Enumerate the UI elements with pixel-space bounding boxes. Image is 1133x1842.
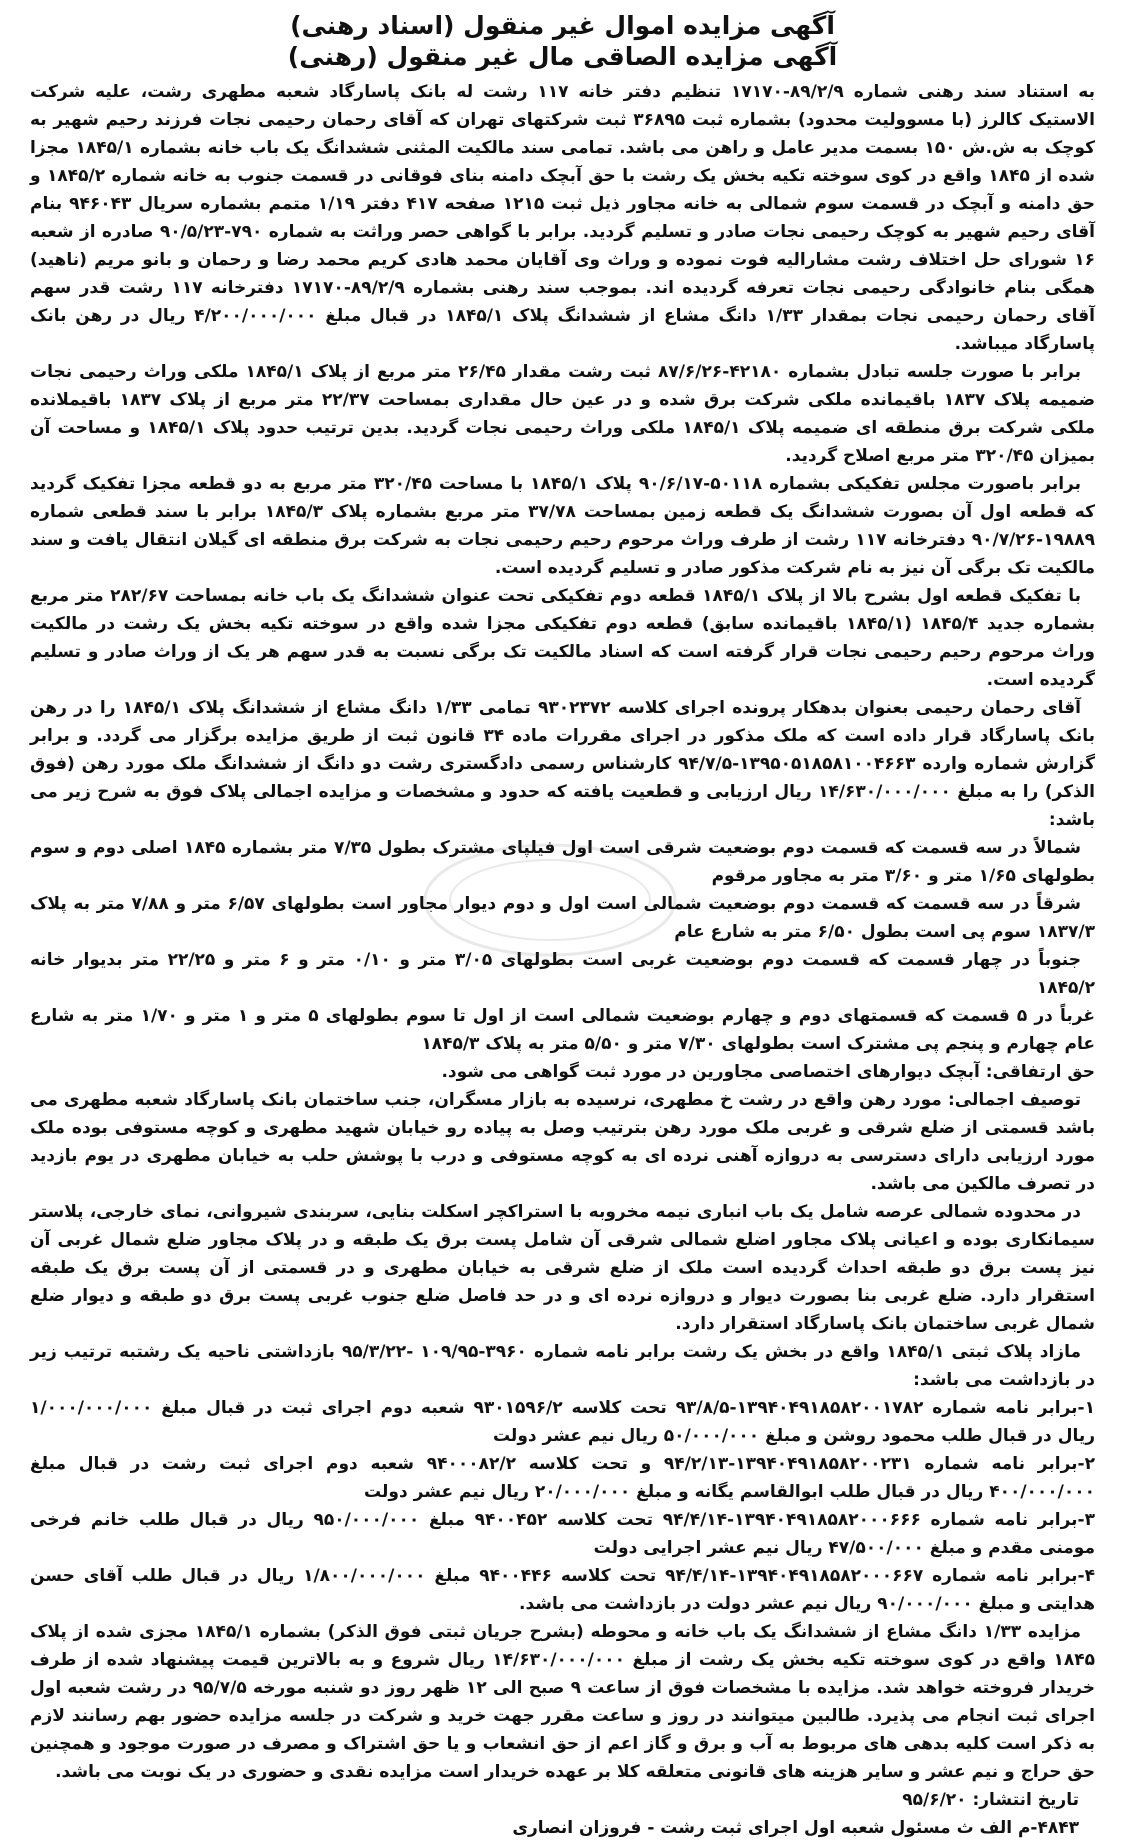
list-item-seizure-2: ۲-برابر نامه شماره ۱۳۹۴۰۴۹۱۸۵۸۲۰۰۲۳۱-۹۴/۲/۱۳ و تحت کلاسه ۹۴۰۰۰۸۲/۲ شعبه دوم اجرای ثبت رشت در قبال مبلغ ۴۰۰/۰۰۰/۰۰۰ ریال در قبال طلب ابوالقاسم یگانه و مبلغ ۲۰/۰۰۰/۰۰۰ ریال نیم عشر دولت — [30, 1454, 1095, 1502]
para-separation-minutes: برابر باصورت مجلس تفکیکی بشماره ۵۰۱۱۸-۹۰/۶/۱۷ پلاک ۱۸۴۵/۱ با مساحت ۳۲۰/۴۵ متر مربع به دو قطعه مجزا تفکیک گردید که قطعه اول آن بصورت ششدانگ یک قطعه زمین بمساحت ۳۷/۷۸ متر مربع بشماره پلاک ۱۸۴۵/۳ برابر با سند قطعی شماره ۱۹۸۸۹-۹۰/۷/۲۶ دفترخانه ۱۱۷ رشت از طرف وراث مرحوم رحیم رحیمی نجات به شرکت برق منطقه ای گیلان انتقال یافت و سند مالکیت تک برگی آن نیز به نام شرکت مذکور صادر و تسلیم گردیده است. — [30, 474, 1096, 578]
list-item-seizure-4: ۴-برابر نامه شماره ۱۳۹۴۰۴۹۱۸۵۸۲۰۰۰۶۶۷-۹۴/۴/۱۴ تحت کلاسه ۹۴۰۰۴۴۶ مبلغ ۱/۸۰۰/۰۰۰/۰۰۰ ریال در قبال طلب آقای حسن هدایتی و مبلغ ۹۰/۰۰۰/۰۰۰ ریال نیم عشر دولت در بازداشت می باشد. — [30, 1566, 1096, 1614]
para-mortgage-deed: به استناد سند رهنی شماره ۸۹/۲/۹-۱۷۱۷۰ تنظیم دفتر خانه ۱۱۷ رشت له بانک پاسارگاد شعبه مطهری رشت، علیه شرکت الاستیک کالرز (با مسوولیت محدود) بشماره ثبت ۳۶۸۹۵ ثبت شرکتهای تهران که آقای رحمان رحیمی نجات فرزند رحیم شهیر به کوچک به ش.ش ۱۵۰ بسمت مدیر عامل و راهن می باشد. تمامی سند مالکیت المثنی ششدانگ یک باب خانه بشماره ۱۸۴۵/۱ مجزا شده از ۱۸۴۵ واقع در کوی سوخته تکیه بخش یک رشت با حق آبچک دامنه بنای فوقانی در قسمت جنوب به خانه شماره ۱۸۴۵/۲ و حق دامنه و آبچک در قسمت سوم شمالی به خانه مجاور ذیل ثبت ۱۲۱۵ صفحه ۴۱۷ دفتر ۱/۱۹ متمم بشماره سریال ۹۴۶۰۴۳ بنام آقای رحیم شهیر به کوچک رحیمی نجات صادر و تسلیم گردید. برابر با گواهی حصر وراثت به شماره ۷۹۰-۹۰/۵/۲۳ صادره از شعبه ۱۶ شورای حل اختلاف رشت مشارالیه فوت نموده و وراث وی آقایان محمد هادی کریم محمد رضا و رحمان و بانو مریم (ناهید) همگی بنام خانوادگی رحیمی نجات تعرفه گردیده اند. بموجب سند رهنی بشماره ۸۹/۲/۹-۱۷۱۷۰ دفترخانه ۱۱۷ رشت قدر سهم آقای رحمان رحیمی نجات بمقدار ۱/۳۳ دانگ مشاع از ششدانگ پلاک ۱۸۴۵/۱ در قبال مبلغ ۴/۲۰۰/۰۰۰/۰۰۰ ریال در رهن بانک پاسارگاد میباشد. — [30, 82, 1096, 354]
para-auction-terms: مزایده ۱/۳۳ دانگ مشاع از ششدانگ یک باب خانه و محوطه (بشرح جریان ثبتی فوق الذکر) بشماره ۱۸۴۵/۱ مجزی شده از پلاک ۱۸۴۵ واقع در کوی سوخته تکیه بخش یک رشت از مبلغ ۱۴/۶۳۰/۰۰۰/۰۰۰ ریال شروع و به بالاترین قیمت پیشنهاد شده از طرف خریدار فروخته خواهد شد. مزایده با مشخصات فوق از ساعت ۹ صبح الی ۱۲ ظهر روز دو شنبه مورخه ۹۵/۷/۵ در رشت شعبه اول اجرای ثبت انجام می پذیرد. طالبین میتوانند در روز و ساعت مقرر جهت خرید و شرکت در جلسه مزایده حضور بهم رسانند لازم به ذکر است کلیه بدهی های مربوط به آب و برق و گاز اعم از حق انشعاب و یا حق اشتراک و مصرف در صورت موجود و همچنین حق حراج و نیم عشر و سایر هزینه های قانونی متعلقه کلا بر عهده خریدار است مزایده نقدی و حضوری در یک نوبت می باشد. — [30, 1622, 1095, 1782]
list-item-seizure-1: ۱-برابر نامه شماره ۱۳۹۴۰۴۹۱۸۵۸۲۰۰۱۷۸۲-۹۳/۸/۵ تحت کلاسه ۹۳۰۱۵۹۶/۲ شعبه دوم اجرای ثبت در قبال مبلغ ۱/۰۰۰/۰۰۰/۰۰۰ ریال در قبال طلب محمود روشن و مبلغ ۵۰/۰۰۰/۰۰۰ ریال نیم عشر دولت — [30, 1398, 1095, 1446]
para-general-description: توصیف اجمالی: مورد رهن واقع در رشت خ مطهری، نرسیده به بازار مسگران، جنب ساختمان بانک پاسارگاد شعبه مطهری می باشد قسمتی از ضلع شرقی و غربی ملک مورد رهن بترتیب وصل به پیاده رو خیابان شهید مطهری و کوچه مستوفی بوده ملک مورد ارزیابی دارای دسترسی به دروازه آهنی نرده ای به کوچه مستوفی و درب با پوشش حلب به خیابان مطهری در یوم بازدید در تصرف مالکین می باشد. — [30, 1090, 1095, 1194]
para-boundary-north: شمالاً در سه قسمت که قسمت دوم بوضعیت شرقی است اول فیلپای مشترک بطول ۷/۳۵ متر بشماره ۱۸۴۵ اصلی دوم و سوم بطولهای ۱/۶۵ متر و ۳/۶۰ متر به مجاور مرقوم — [30, 838, 1095, 886]
para-boundary-south: جنوباً در چهار قسمت که قسمت دوم بوضعیت غربی است بطولهای ۳/۰۵ متر و ۰/۱۰ متر و ۶ متر و ۲۲/۲۵ متر بدیوار خانه ۱۸۴۵/۲ — [30, 950, 1095, 998]
para-boundary-east: شرقاً در سه قسمت که قسمت دوم بوضعیت شمالی است اول و دوم دیوار مجاور است بطولهای ۶/۵۷ متر و ۷/۸۸ متر به پلاک ۱۸۳۷/۳ سوم پی است بطول ۶/۵۰ متر به شارع عام — [30, 894, 1095, 942]
para-north-area: در محدوده شمالی عرصه شامل یک باب انباری نیمه مخروبه با استراکچر اسکلت بنایی، سربندی شیروانی، نمای خارجی، پلاستر سیمانکاری بوده و اعیانی پلاک مجاور اضلع شمالی شرقی آن شامل پست برق یک طبقه و در پلاک مجاور ضلع شمال غربی آن نیز پست برق دو طبقه احداث گردیده است ملک از ضلع شرقی به خیابان مطهری و در قسمتی از آن پست برق یک طبقه استقرار دارد. ضلع غربی بنا بصورت دیوار و دروازه نرده ای و در حد فاصل ضلع جنوب غربی پست برق دو طبقه و دیوار ضلع شمال غربی ساختمان بانک پاسارگاد استقرار دارد. — [30, 1202, 1095, 1334]
notice-body — [30, 78, 1095, 1786]
para-second-parcel: با تفکیک قطعه اول بشرح بالا از پلاک ۱۸۴۵/۱ قطعه دوم تفکیکی تحت عنوان ششدانگ یک باب خانه بمساحت ۲۸۲/۶۷ متر مربع بشماره جدید ۱۸۴۵/۴ (۱۸۴۵/۱ باقیمانده سابق) قطعه دوم تفکیکی مجزا شده واقع در سوخته تکیه بخش یک رشت در مالکیت وراث مرحوم رحیم رحیمی نجات قرار گرفته است که اسناد مالکیت تک برگی نسبت به قدر سهم هر یک از وراث صادر و تسلیم گردیده است. — [30, 586, 1095, 690]
notice-title-primary: آگهی مزایده اموال غیر منقول (اسناد رهنی) — [290, 11, 835, 40]
notice-title-secondary: آگهی مزایده الصاقی مال غیر منقول (رهنی) — [287, 42, 838, 71]
signature-line: ۴۸۴۳-م الف ث مسئول شعبه اول اجرای ثبت رشت - فروزان انصاری — [512, 1818, 1079, 1838]
para-boundary-west: غرباً در ۵ قسمت که قسمتهای دوم و چهارم بوضعیت شمالی است از اول تا سوم بطولهای ۵ متر و ۱ متر و ۱/۷۰ متر به شارع عام چهارم و پنجم پی مشترک است بطولهای ۷/۳۰ متر و ۵/۵۰ متر به پلاک ۱۸۴۵/۳ — [30, 1006, 1095, 1054]
publish-date: تاریخ انتشار: ۹۵/۶/۲۰ — [902, 1790, 1079, 1810]
para-debtor-appraisal: آقای رحمان رحیمی بعنوان بدهکار پرونده اجرای کلاسه ۹۳۰۲۳۷۲ تمامی ۱/۳۳ دانگ مشاع از ششدانگ پلاک ۱۸۴۵/۱ را در رهن بانک پاسارگاد قرار داده است که ملک مذکور در اجرای مقررات ماده ۳۴ قانون ثبت از طریق مزایده برگزار می گردد. و برابر گزارش شماره وارده ۱۳۹۵۰۵۱۸۵۸۱۰۰۴۶۶۳-۹۴/۷/۵ کارشناس رسمی دادگستری رشت دو دانگ از ششدانگ ملک مورد رهن (فوق الذکر) را به مبلغ ۱۴/۶۳۰/۰۰۰/۰۰۰ ریال ارزیابی و قطعیت یافته که حدود و مشخصات و مزایده اجمالی پلاک فوق به شرح زیر می باشد: — [30, 698, 1095, 830]
para-easement: حق ارتفاقی: آبچک دیوارهای اختصاصی مجاورین در مورد ثبت گواهی می شود. — [441, 1062, 1095, 1082]
para-surplus-seizure: مازاد پلاک ثبتی ۱۸۴۵/۱ واقع در بخش یک رشت برابر نامه شماره ۳۹۶۰-۱۰۹/۹۵ -۹۵/۳/۲۲ بازداشتی ناحیه یک رشتبه ترتیب زیر در بازداشت می باشد: — [30, 1342, 1095, 1390]
list-item-seizure-3: ۳-برابر نامه شماره ۱۳۹۴۰۴۹۱۸۵۸۲۰۰۰۶۶۶-۹۴/۴/۱۴ تحت کلاسه ۹۴۰۰۴۵۲ مبلغ ۹۵۰/۰۰۰/۰۰۰ ریال در قبال طلب خانم فرخی مومنی مقدم و مبلغ ۴۷/۵۰۰/۰۰۰ ریال نیم عشر اجرایی دولت — [30, 1510, 1095, 1558]
para-exchange-minutes: برابر با صورت جلسه تبادل بشماره ۴۲۱۸۰-۸۷/۶/۲۶ ثبت رشت مقدار ۲۶/۴۵ متر مربع از پلاک ۱۸۴۵/۱ ملکی وراث رحیمی نجات ضمیمه پلاک ۱۸۳۷ باقیمانده ملکی شرکت برق شده و در عین حال مقداری بمساحت ۲۲/۳۷ متر مربع از پلاک ۱۸۳۷ باقیملانده ملکی شرکت برق منطقه ای ضمیمه پلاک ۱۸۴۵/۱ ملکی وراث رحیمی نجات گردید. بدین ترتیب حدود پلاک ۱۸۴۵/۱ و مساحت آن بمیزان ۳۲۰/۴۵ متر مربع اصلاح گردید. — [30, 362, 1095, 466]
